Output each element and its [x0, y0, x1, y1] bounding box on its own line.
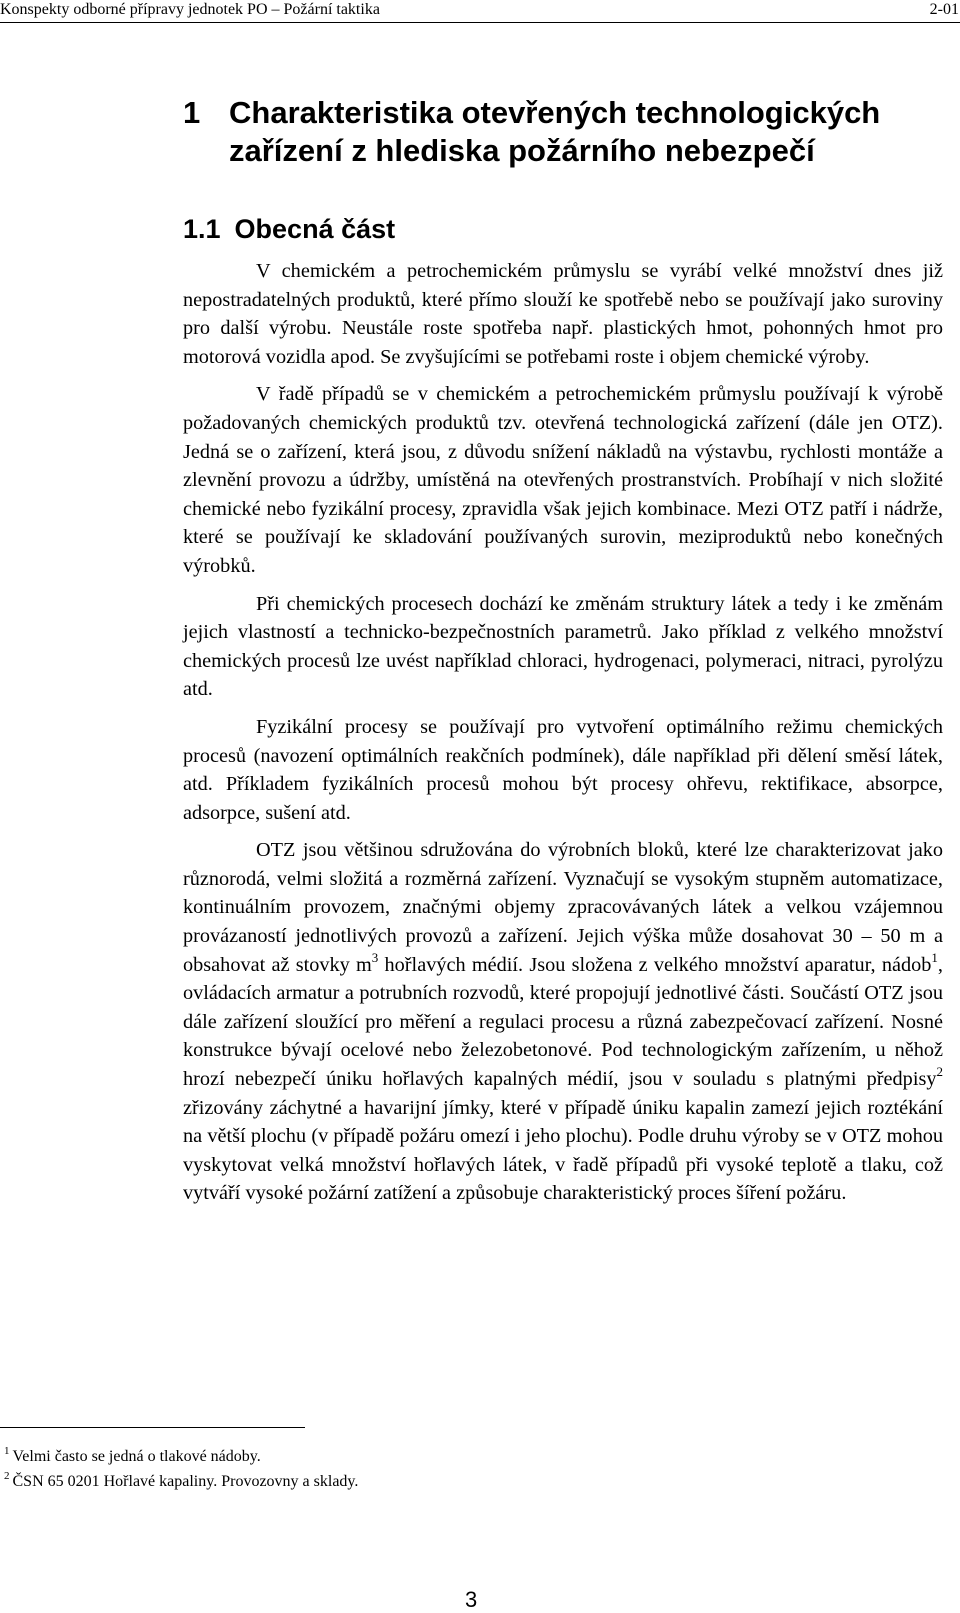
- header-document-code: 2-01: [929, 1, 959, 18]
- body-text: [183, 257, 943, 1208]
- section-title: Obecná část: [234, 214, 396, 244]
- chapter-title: Charakteristika otevřených technologických zařízení z hlediska požárního nebezpečí: [229, 95, 881, 168]
- footnote-text: Velmi často se jedná o tlakové nádoby.: [12, 1448, 261, 1465]
- footnote-ref: 2: [936, 1064, 943, 1080]
- header-title: Konspekty odborné přípravy jednotek PO – Požární taktika: [0, 1, 380, 18]
- page-header: [0, 0, 960, 23]
- superscript-unit: 3: [371, 949, 379, 965]
- footnote: [4, 1469, 704, 1494]
- footnotes: [4, 1444, 704, 1494]
- footnote-ref: 1: [931, 949, 938, 965]
- footnote-text: ČSN 65 0201 Hořlavé kapaliny. Provozovny a sklady.: [12, 1473, 359, 1490]
- chapter-number: 1: [183, 95, 201, 130]
- section-heading: [183, 212, 395, 246]
- paragraph: Fyzikální procesy se používají pro vytvoření optimálního režimu chemických procesů (navození optimálních reakčních podmínek), dále například při dělení směsí látek, atd. Příkladem fyzikálních procesů mohou být procesy ohřevu, rektifikace, absorpce, adsorpce, sušení atd.: [183, 715, 943, 824]
- footnote: [4, 1444, 704, 1469]
- footnote-mark: 1: [4, 1445, 10, 1457]
- paragraph-text: , ovládacích armatur a potrubních rozvodů, které propojují jednotlivé části. Součástí OTZ jsou dále zařízení sloužící pro měření a regulaci procesu a různá zabezpečovací zařízení. Nosné konstrukce bývají ocelové nebo železobetonové. Pod technologickým zařízením, u něhož hrozí nebezpečí úniku hořlavých kapalných médií, jsou v souladu s platnými předpisy: [183, 953, 943, 1091]
- paragraph: [183, 836, 943, 1208]
- paragraph: V chemickém a petrochemickém průmyslu se vyrábí velké množství dnes již nepostradatelných produktů, které přímo slouží ke spotřebě nebo se používají jako suroviny pro další výrobu. Neustále roste spotřeba např. plastických hmot, pohonných hmot pro motorová vozidla apod. Se zvyšujícími se potřebami roste i objem chemické výroby.: [183, 260, 943, 368]
- footnote-mark: 2: [4, 1470, 10, 1482]
- section-number: 1.1: [183, 214, 221, 244]
- paragraph-text: hořlavých médií. Jsou složena z velkého množství aparatur, nádob: [378, 953, 932, 976]
- paragraph: V řadě případů se v chemickém a petrochemickém průmyslu používají k výrobě požadovaných chemických produktů tzv. otevřená technologická zařízení (dále jen OTZ). Jedná se o zařízení, která jsou, z důvodu snížení nákladů na výstavbu, rychlosti montáže a zlevnění provozu a údržby, umístěná na otevřených prostranstvích. Probíhají v nich složité chemické nebo fyzikální procesy, zpravidla však jejich kombinace. Mezi OTZ patří i nádrže, které se používají ke skladování používaných surovin, meziproduktů nebo konečných výrobků.: [183, 383, 943, 577]
- chapter-heading: [183, 94, 943, 170]
- paragraph: Při chemických procesech dochází ke změnám struktury látek a tedy i ke změnám jejich vlastností a technicko-bezpečnostních parametrů. Jako příklad z velkého množství chemických procesů lze uvést například chloraci, hydrogenaci, polymeraci, nitraci, pyrolýzu atd.: [183, 592, 943, 701]
- paragraph-text: OTZ jsou většinou sdružována do výrobních bloků, které lze charakterizovat jako různorodá, velmi složitá a rozměrná zařízení. Vyznačují se vysokým stupněm automatizace, kontinuálním provozem, značnými objemy zpracovávaných látek a velkou vzájemnou provázaností jednotlivých provozů a zařízení. Jejich výška může dosahovat 30 – 50 m a obsahovat až stovky m: [183, 839, 943, 976]
- paragraph-text: zřizovány záchytné a havarijní jímky, které v případě úniku kapalin zamezí jejich roztékání na větší plochu (v případě požáru omezí i jeho plochu). Podle druhu výroby se v OTZ mohou vyskytovat velká množství hořlavých látek, v řadě případů při vysoké teplotě a tlaku, což vytváří vysoké požární zatížení a způsobuje charakteristický proces šíření požáru.: [183, 1096, 943, 1205]
- page-number: 3: [465, 1587, 478, 1612]
- footnote-separator: [0, 1427, 305, 1428]
